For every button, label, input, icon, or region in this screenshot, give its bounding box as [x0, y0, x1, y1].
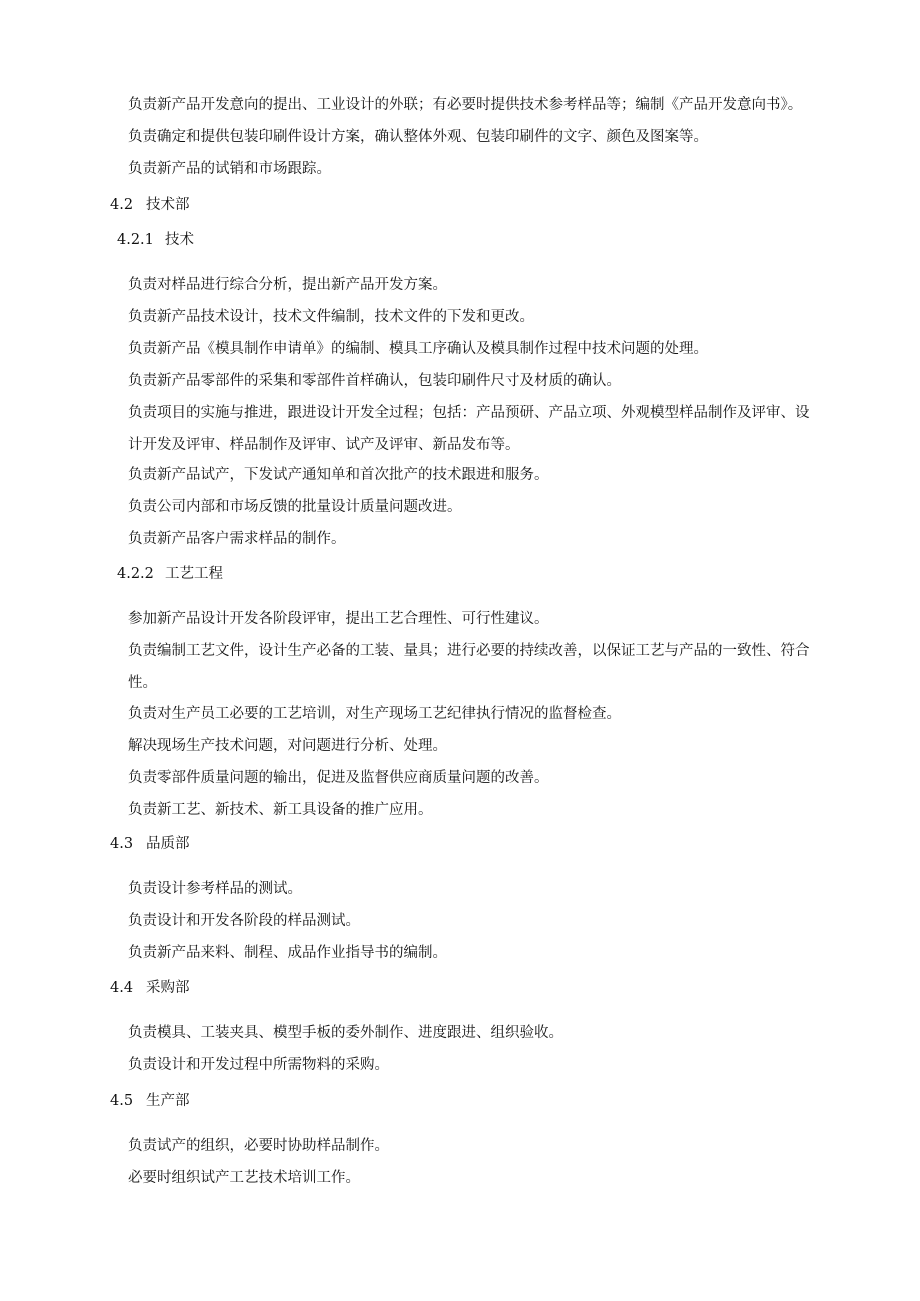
subsection-heading-4-2-2: [117, 564, 223, 584]
subsection-title: 工艺工程: [165, 566, 223, 582]
paragraph: 负责新工艺、新技术、新工具设备的推广应用。: [128, 802, 433, 818]
paragraph: 负责新产品开发意向的提出、工业设计的外联；有必要时提供技术参考样品等；编制《产品开发意向书》。: [128, 97, 803, 113]
paragraph: 参加新产品设计开发各阶段评审，提出工艺合理性、可行性建议。: [128, 611, 549, 627]
paragraph: 负责对样品进行综合分析，提出新产品开发方案。: [128, 277, 447, 293]
paragraph: 解决现场生产技术问题，对问题进行分析、处理。: [128, 738, 447, 754]
section-title: 品质部: [146, 836, 190, 852]
paragraph-continuation: 计开发及评审、样品制作及评审、试产及评审、新品发布等。: [128, 437, 520, 453]
subsection-heading-4-2-1: [117, 230, 194, 250]
paragraph: 负责项目的实施与推进，跟进设计开发全过程；包括：产品预研、产品立项、外观模型样品制作及评审、设: [128, 405, 810, 421]
subsection-number: 4.2.1: [117, 232, 154, 248]
paragraph: 负责对生产员工必要的工艺培训，对生产现场工艺纪律执行情况的监督检查。: [128, 706, 621, 722]
paragraph: 负责新产品试产，下发试产通知单和首次批产的技术跟进和服务。: [128, 467, 549, 483]
section-title: 生产部: [146, 1093, 190, 1109]
section-heading-4-2: [110, 195, 190, 215]
paragraph: 负责设计和开发过程中所需物料的采购。: [128, 1057, 389, 1073]
section-title: 采购部: [146, 980, 190, 996]
subsection-number: 4.2.2: [117, 566, 154, 582]
paragraph: 负责试产的组织，必要时协助样品制作。: [128, 1138, 389, 1154]
paragraph: 负责新产品《模具制作申请单》的编制、模具工序确认及模具制作过程中技术问题的处理。: [128, 341, 708, 357]
paragraph: 负责新产品来料、制程、成品作业指导书的编制。: [128, 945, 447, 961]
paragraph: 负责零部件质量问题的输出，促进及监督供应商质量问题的改善。: [128, 770, 549, 786]
section-number: 4.5: [110, 1093, 134, 1109]
paragraph: 负责新产品技术设计，技术文件编制，技术文件的下发和更改。: [128, 309, 534, 325]
section-number: 4.3: [110, 836, 134, 852]
paragraph: 负责新产品零部件的采集和零部件首样确认，包装印刷件尺寸及材质的确认。: [128, 373, 621, 389]
paragraph: 负责新产品的试销和市场跟踪。: [128, 161, 331, 177]
section-heading-4-5: [110, 1091, 190, 1111]
paragraph-continuation: 性。: [128, 675, 157, 691]
paragraph: 必要时组织试产工艺技术培训工作。: [128, 1170, 360, 1186]
paragraph: 负责公司内部和市场反馈的批量设计质量问题改进。: [128, 499, 462, 515]
section-title: 技术部: [146, 197, 190, 213]
paragraph: 负责新产品客户需求样品的制作。: [128, 531, 346, 547]
section-number: 4.2: [110, 197, 134, 213]
paragraph: 负责设计参考样品的测试。: [128, 881, 302, 897]
section-heading-4-3: [110, 834, 190, 854]
paragraph: 负责编制工艺文件，设计生产必备的工装、量具；进行必要的持续改善，以保证工艺与产品的一致性、符合: [128, 643, 810, 659]
paragraph: 负责确定和提供包装印刷件设计方案，确认整体外观、包装印刷件的文字、颜色及图案等。: [128, 129, 708, 145]
subsection-title: 技术: [165, 232, 194, 248]
section-heading-4-4: [110, 978, 190, 998]
paragraph: 负责模具、工装夹具、模型手板的委外制作、进度跟进、组织验收。: [128, 1025, 563, 1041]
paragraph: 负责设计和开发各阶段的样品测试。: [128, 913, 360, 929]
section-number: 4.4: [110, 980, 134, 996]
